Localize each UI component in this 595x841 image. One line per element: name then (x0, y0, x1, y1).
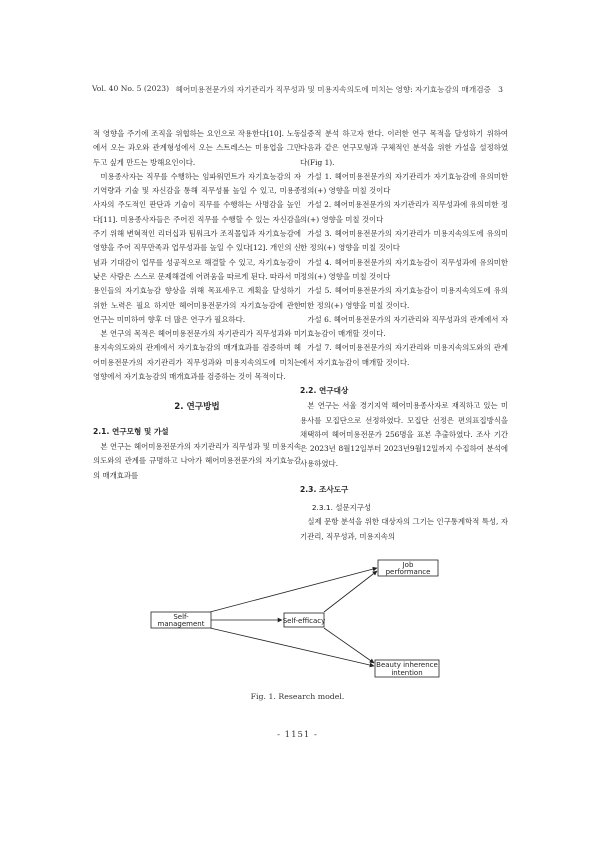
subsection-heading: 2.3. 조사도구 (300, 484, 349, 494)
header-page-number: 3 (498, 85, 503, 94)
arrow-sm-to-bi (210, 628, 374, 666)
svg-text:Self-: Self- (173, 613, 189, 621)
hypothesis-5: 가설 5. 헤어미용전문가의 자기효능감이 미용지속의도에 유의미한 정의(+) 영향을 미칠 것이다. (300, 286, 508, 310)
subsubsection-heading: 2.3.1. 설문지구성 (311, 503, 372, 513)
page-number: - 1151 - (277, 730, 318, 740)
svg-text:Beauty inherence: Beauty inherence (376, 661, 438, 669)
paragraph: 본 연구는 서울 경기지역 헤어미용종사자로 재직하고 있는 미용사를 모집단으로 선정하였다. 모집단 선정은 편의표집방식을 채택하여 헤어미용전문가 256명을 표본 추출하였다. 조사 기간은 2023년 8월12일부터 2023년9월12일까지 수집하여 분석에 사용하였다. (300, 401, 508, 468)
subsection-heading: 2.2. 연구대상 (300, 386, 349, 396)
hypothesis-2: 가설 2. 헤어미용전문가의 자기관리가 직무성과에 유의미한 정의(+) 영향을 미칠 것이다 (300, 200, 508, 224)
running-header (92, 84, 503, 96)
figure-caption: Fig. 1. Research model. (250, 692, 345, 701)
svg-text:Job: Job (402, 561, 414, 569)
hypothesis-6: 가설 6. 헤어미용전문가의 자기관리와 직무성과의 관계에서 자기효능감이 매개할 것이다. (300, 314, 508, 339)
journal-volume: Vol. 40 No. 5 (2023) (92, 84, 170, 93)
running-title: 헤어미용전문가의 자기관리가 직무성과 및 미용지속의도에 미치는 영향: 자기효능감의 매개검증 3 (175, 85, 503, 94)
arrow-se-to-bi (324, 628, 374, 663)
svg-text:Self-efficacy: Self-efficacy (282, 617, 326, 625)
paragraph: 실증적 분석 하고자 한다. 이러한 연구 목적을 달성하기 위하여 다음과 같은 연구모형과 구체적인 분석을 위한 가설을 설정하였다(Fig 1). (300, 129, 508, 167)
paragraph: 본 연구의 목적은 헤어미용전문가의 자기관리가 직무성과와 미용지속의도와의 관계에서 자기효능감의 매개효과를 검증하며 헤어미용전문가의 자기관리가 직무성과와 미용지속의도에 미치는 영향에서 자기효능감의 매개효과를 검증하는 것이 목적이다. (93, 329, 301, 382)
box-self-management (151, 612, 211, 628)
box-job-performance (378, 560, 438, 576)
svg-text:management: management (157, 620, 205, 628)
paragraph: 실제 문항 분석을 위한 대상자의 그기는 인구통계학적 특성, 자기관리, 직무성과, 미용지속의 (300, 517, 508, 541)
right-column (300, 127, 508, 544)
research-model-diagram (148, 556, 448, 684)
paragraph: 본 연구는 헤어미용전문가의 자기관리가 직무성과 및 미용지속의도와의 관계를 규명하고 나아가 헤어미용전문가의 자기효능감의 매개효과를 (93, 441, 301, 480)
paragraph: 적 영향을 주기에 조직을 위협하는 요인으로 작용한다[10]. 노동에서 오는 과오와 관계형성에서 오는 스트레스는 미용업을 그만두고 싶게 만드는 방해요인이다. (93, 129, 301, 167)
hypothesis-3: 가설 3. 헤어미용전문가의 자기관리가 미용지속의도에 유의미한 정의(+) 영향을 미칠 것이다 (300, 229, 508, 253)
box-self-efficacy (283, 613, 326, 627)
section-heading: 2. 연구방법 (174, 402, 220, 413)
arrow-se-to-jp (324, 571, 377, 612)
box-beauty-inherence-intention (375, 660, 439, 677)
subsection-heading: 2.1. 연구모형 및 가설 (93, 426, 169, 436)
hypothesis-7: 가설 7. 헤어미용전문가의 자기관리와 미용지속의도와의 관계에서 자기효능감이 매개할 것이다. (300, 343, 508, 367)
svg-text:performance: performance (385, 568, 431, 576)
left-column (93, 127, 301, 483)
hypothesis-1: 가설 1. 헤어미용전문가의 자기관리가 자기효능감에 유의미한 정의(+) 영향을 미칠 것이다 (300, 171, 508, 196)
paragraph: 미용종사자는 직무를 수행하는 임파워먼트가 자기효능감의 자기역량과 기술 및 자신감을 통해 직무성률 높일 수 있고, 미용종사자의 주도적인 판단과 기술이 직무를 수행하는 사명감을 높인다[11]. 미용종사자들은 주어진 직무를 수행할 수 있는 자신감을 주기 위해 변혁적인 리더십과 팀워크가 조직몰입과 자기효능감에 영향을 주어 직무만족과 업무성과를 높일 수 있다[12]. 개인의 신념과 기대감이 업무를 성공적으로 해결할 수 있고, 자기효능감이 낮은 사람은 스스로 문제해결에 어려움을 따르게 된다. 따라서 미용인들의 자기효능감 향상을 위해 목표세우고 계획을 달성하기 위한 노력은 필요 하지만 헤어미용전문가의 자기효능감에 관한 연구는 미미하여 향후 더 많은 연구가 필요하다. (93, 171, 301, 324)
svg-text:intention: intention (391, 669, 423, 677)
hypothesis-4: 가설 4. 헤어미용전문가의 자기효능감이 직무성과에 유의미한 정의(+) 영향을 미칠 것이다 (300, 257, 508, 281)
research-model-figure (148, 556, 448, 684)
